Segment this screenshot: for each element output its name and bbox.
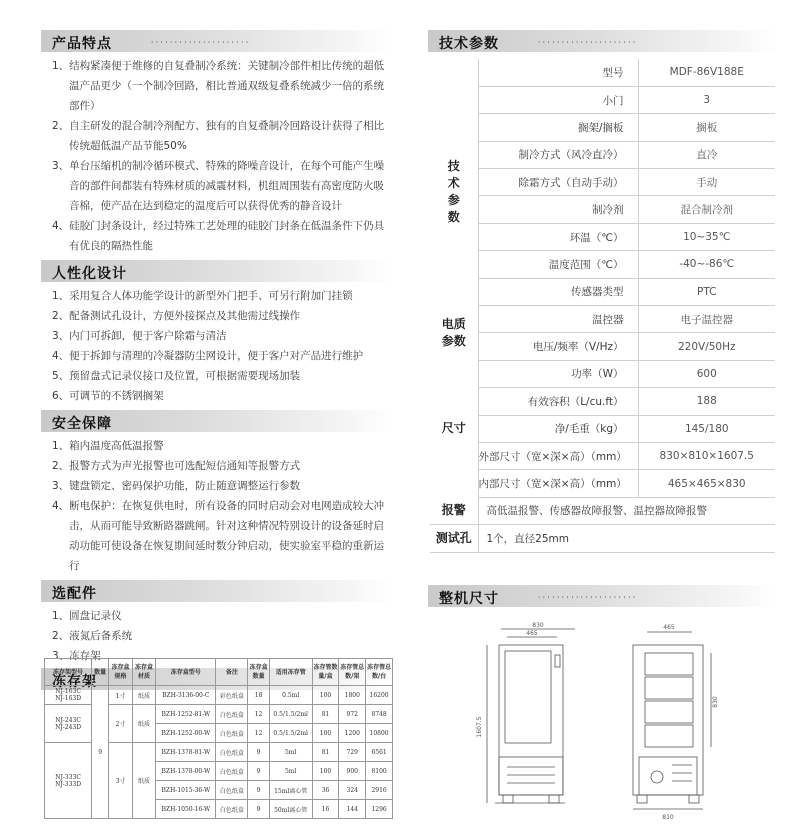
spec-value: 830×810×1607.5 <box>638 442 775 469</box>
spec-value: MDF-86V188E <box>638 59 775 86</box>
table-cell: BZH-1050-16-W <box>156 800 216 819</box>
front-height-label: 1607.5 <box>476 716 483 738</box>
table-row <box>430 388 775 415</box>
table-row <box>430 86 775 113</box>
side-inner-label: 465 <box>663 624 675 631</box>
table-row <box>430 470 775 497</box>
spec-category-test: 测试孔 <box>430 525 478 552</box>
table-row <box>430 442 775 469</box>
table-cell: 10800 <box>366 724 393 743</box>
features-header <box>41 30 393 52</box>
table-row <box>430 59 775 86</box>
humanized-list <box>41 286 393 406</box>
table-row <box>430 497 775 524</box>
table-row <box>430 141 775 168</box>
spec-value: PTC <box>638 278 775 305</box>
spec-category-alarm: 报警 <box>430 497 478 524</box>
box-spec: 3寸 <box>109 743 133 819</box>
table-row <box>430 196 775 223</box>
options-title: 选配件 <box>52 586 97 602</box>
box-material: 纸质 <box>132 686 156 705</box>
specs-title: 技术参数 <box>439 36 499 52</box>
spec-value: 188 <box>638 388 775 415</box>
table-cell: 彩色纸盒 <box>216 686 248 705</box>
table-cell: 8748 <box>366 705 393 724</box>
col-header: 冻存架型号 <box>45 659 92 686</box>
humanized-item: 6、可调节的不锈钢搁架 <box>52 390 164 402</box>
table-row <box>430 278 775 305</box>
table-cell: 729 <box>339 743 366 762</box>
table-cell: BZH-1378-81-W <box>156 743 216 762</box>
spec-key: 制冷剂 <box>478 196 638 223</box>
spec-key: 除霜方式（自动手动） <box>478 169 638 196</box>
front-width-label: 830 <box>532 622 544 629</box>
spec-value: 混合制冷剂 <box>638 196 775 223</box>
box-spec: 1寸 <box>109 686 133 705</box>
racks-header-row <box>45 659 393 686</box>
col-header: 冻存盒规格 <box>109 659 133 686</box>
rack-quantity: 9 <box>92 686 109 819</box>
side-outline <box>633 645 703 795</box>
decor-ticks: ' ' ' ' ' ' ' ' ' ' ' ' ' ' ' ' ' ' ' ' ' <box>538 595 636 604</box>
table-cell: 6561 <box>366 743 393 762</box>
table-cell: 白色纸盒 <box>216 762 248 781</box>
spec-alarm-value: 高低温报警、传感器故障报警、温控器故障报警 <box>478 497 775 524</box>
table-cell: 白色纸盒 <box>216 800 248 819</box>
table-cell: 9 <box>248 743 269 762</box>
features-list <box>41 56 393 256</box>
table-row <box>430 306 775 333</box>
table-row <box>430 223 775 250</box>
col-header: 冻存盒型号 <box>156 659 216 686</box>
spec-key: 净/毛重（kg） <box>478 415 638 442</box>
table-cell: BZH-1378-00-W <box>156 762 216 781</box>
spec-key: 外部尺寸（宽×深×高）（mm） <box>478 442 638 469</box>
table-cell: 白色纸盒 <box>216 705 248 724</box>
table-cell: 2916 <box>366 781 393 800</box>
spec-key: 传感器类型 <box>478 278 638 305</box>
table-cell: 144 <box>339 800 366 819</box>
decor-ticks: ' ' ' ' ' ' ' ' ' ' ' ' ' ' ' ' ' ' ' ' ' <box>151 40 249 49</box>
specs-table <box>430 59 775 553</box>
dimensions-title: 整机尺寸 <box>439 591 499 607</box>
table-cell: 100 <box>312 686 339 705</box>
spec-value: 220V/50Hz <box>638 333 775 360</box>
spec-category-tech: 技术参数 <box>447 159 460 225</box>
col-header: 冻存管总数/台 <box>366 659 393 686</box>
safety-item: 2、报警方式为声光报警也可选配短信通知等报警方式 <box>52 460 301 472</box>
rack-models: NJ-163C NJ-163D <box>45 686 92 705</box>
features-item: 2、自主研发的混合制冷剂配方、独有的自复叠制冷回路设计获得了相比 传统超低温产品节能50% <box>52 120 385 152</box>
table-cell: BZH-1252-00-W <box>156 724 216 743</box>
table-cell: 5ml <box>269 743 312 762</box>
spec-value: 3 <box>638 86 775 113</box>
table-cell: 12 <box>248 724 269 743</box>
features-item: 4、硅胶门封条设计，经过特殊工艺处理的硅胶门封条在低温条件下仍具 有优良的隔热性能 <box>52 220 385 252</box>
humanized-item: 5、预留盘式记录仪接口及位置，可根据需要现场加装 <box>52 370 301 382</box>
spec-key: 有效容积（L/cu.ft） <box>478 388 638 415</box>
spec-key: 搁架/搁板 <box>478 114 638 141</box>
table-row <box>430 415 775 442</box>
col-header: 冻存管总数/架 <box>339 659 366 686</box>
table-cell: 9 <box>248 781 269 800</box>
humanized-item: 4、便于拆卸与清理的冷凝器防尘网设计，便于客户对产品进行维护 <box>52 350 364 362</box>
safety-header <box>41 410 393 432</box>
table-cell: 81 <box>312 743 339 762</box>
humanized-item: 2、配备测试孔设计，方便外接探点及其他需过线操作 <box>52 310 301 322</box>
front-door <box>505 651 551 743</box>
table-cell: 972 <box>339 705 366 724</box>
spec-key: 环温（℃） <box>478 223 638 250</box>
table-cell: 0.5/1.5/2ml <box>269 724 312 743</box>
table-cell: 16200 <box>366 686 393 705</box>
table-cell: BZH-3136-00-C <box>156 686 216 705</box>
table-cell: 36 <box>312 781 339 800</box>
table-cell: 5ml <box>269 762 312 781</box>
spec-key: 电压/频率（V/Hz） <box>478 333 638 360</box>
table-cell: 1200 <box>339 724 366 743</box>
front-outline <box>499 645 563 795</box>
spec-test-value: 1个，直径25mm <box>478 525 775 552</box>
racks-title: 冻存架 <box>52 674 97 690</box>
table-cell: 白色纸盒 <box>216 724 248 743</box>
table-row <box>430 525 775 552</box>
spec-key: 温控器 <box>478 306 638 333</box>
options-list <box>41 606 393 666</box>
table-cell: 0.5ml <box>269 686 312 705</box>
humanized-header <box>41 260 393 282</box>
safety-item: 4、断电保护：在恢复供电时，所有设备的同时启动会对电网造成较大冲 击，从而可能导致断路器跳闸。针对这种情况特别设计的设备延时启 动功能可使设备在恢复期间延时数分钟启动，使实验室平稳的重新运行 <box>52 500 385 572</box>
table-cell: 18 <box>248 686 269 705</box>
table-cell: 8100 <box>366 762 393 781</box>
table-row <box>430 360 775 387</box>
box-spec: 2寸 <box>109 705 133 743</box>
spec-category-size: 尺寸 <box>441 421 466 436</box>
humanized-item: 1、采用复合人体功能学设计的新型外门把手、可另行附加门挂锁 <box>52 290 353 302</box>
table-cell: BZH-1015-36-W <box>156 781 216 800</box>
spec-value: -40~-86℃ <box>638 251 775 278</box>
table-cell: 12 <box>248 705 269 724</box>
spec-value: 465×465×830 <box>638 470 775 497</box>
humanized-title: 人性化设计 <box>52 266 127 282</box>
decor-ticks: ' ' ' ' ' ' ' ' ' ' ' ' ' ' ' ' ' ' ' ' ' <box>538 40 636 49</box>
table-cell: 16 <box>312 800 339 819</box>
dimension-drawing <box>447 617 777 824</box>
dimensions-header <box>428 585 778 607</box>
spec-category-elec: 电质参数 <box>441 316 466 348</box>
table-row <box>430 251 775 278</box>
col-header: 适用冻存管 <box>269 659 312 686</box>
table-row <box>430 169 775 196</box>
spec-key: 小门 <box>478 86 638 113</box>
spec-key: 制冷方式（风冷直冷） <box>478 141 638 168</box>
table-cell: 324 <box>339 781 366 800</box>
side-depth-label: 810 <box>662 814 674 821</box>
table-row <box>430 333 775 360</box>
spec-value: 搁板 <box>638 114 775 141</box>
table-cell: 100 <box>312 724 339 743</box>
spec-value: 电子温控器 <box>638 306 775 333</box>
spec-value: 145/180 <box>638 415 775 442</box>
spec-key: 功率（W） <box>478 360 638 387</box>
box-material: 纸质 <box>132 705 156 743</box>
table-row <box>45 686 393 705</box>
table-cell: 1296 <box>366 800 393 819</box>
table-cell: 白色纸盒 <box>216 743 248 762</box>
features-item: 1、结构紧凑便于维修的自复叠制冷系统：关键制冷部件相比传统的超低 温产品更少（一个制冷回路，相比普通双级复叠系统减少一倍的系统 部件） <box>52 60 385 112</box>
table-cell: BZH-1252-81-W <box>156 705 216 724</box>
safety-item: 3、键盘锁定、密码保护功能，防止随意调整运行参数 <box>52 480 301 492</box>
table-cell: 50ml离心管 <box>269 800 312 819</box>
col-header: 数量 <box>92 659 109 686</box>
spec-value: 600 <box>638 360 775 387</box>
box-material: 纸质 <box>132 743 156 819</box>
table-cell: 15ml离心管 <box>269 781 312 800</box>
right-column <box>428 30 778 553</box>
table-cell: 9 <box>248 762 269 781</box>
table-cell: 白色纸盒 <box>216 781 248 800</box>
spec-value: 直冷 <box>638 141 775 168</box>
col-header: 冻存管数量/盒 <box>312 659 339 686</box>
safety-title: 安全保障 <box>52 416 112 432</box>
left-column <box>41 30 393 694</box>
col-header: 备注 <box>216 659 248 686</box>
humanized-item: 3、内门可拆卸，便于客户除霜与清洁 <box>52 330 227 342</box>
spec-value: 10~35℃ <box>638 223 775 250</box>
rack-models: NJ-333C NJ-333D <box>45 743 92 819</box>
table-cell: 9 <box>248 800 269 819</box>
racks-table <box>44 658 393 819</box>
spec-key: 内部尺寸（宽×深×高）（mm） <box>478 470 638 497</box>
table-cell: 0.5/1.5/2ml <box>269 705 312 724</box>
table-row <box>430 114 775 141</box>
options-item: 1、圆盘记录仪 <box>52 610 122 622</box>
col-header: 冻存盒数量 <box>248 659 269 686</box>
front-inner-label: 465 <box>526 630 538 637</box>
features-title: 产品特点 <box>52 36 112 52</box>
table-cell: 1800 <box>339 686 366 705</box>
side-height-label: 830 <box>712 696 719 708</box>
options-item: 3、冻存架 <box>52 650 101 662</box>
features-item: 3、单台压缩机的制冷循环模式、特殊的降噪音设计，在每个可能产生噪 音的部件间都装有特殊材质的减震材料，机组周围装有高密度防火吸 音棉，使产品在达到稳定的温度后可以获得优秀的静音设计 <box>52 160 385 212</box>
safety-list <box>41 436 393 576</box>
table-cell: 81 <box>312 705 339 724</box>
options-header <box>41 580 393 602</box>
specs-header <box>428 30 778 52</box>
rack-models: NJ-243C NJ-243D <box>45 705 92 743</box>
table-cell: 900 <box>339 762 366 781</box>
spec-key: 温度范围（℃） <box>478 251 638 278</box>
table-cell: 100 <box>312 762 339 781</box>
safety-item: 1、箱内温度高低温报警 <box>52 440 164 452</box>
spec-key: 型号 <box>478 59 638 86</box>
options-item: 2、液氮后备系统 <box>52 630 133 642</box>
col-header: 冻存盒材质 <box>132 659 156 686</box>
spec-value: 手动 <box>638 169 775 196</box>
